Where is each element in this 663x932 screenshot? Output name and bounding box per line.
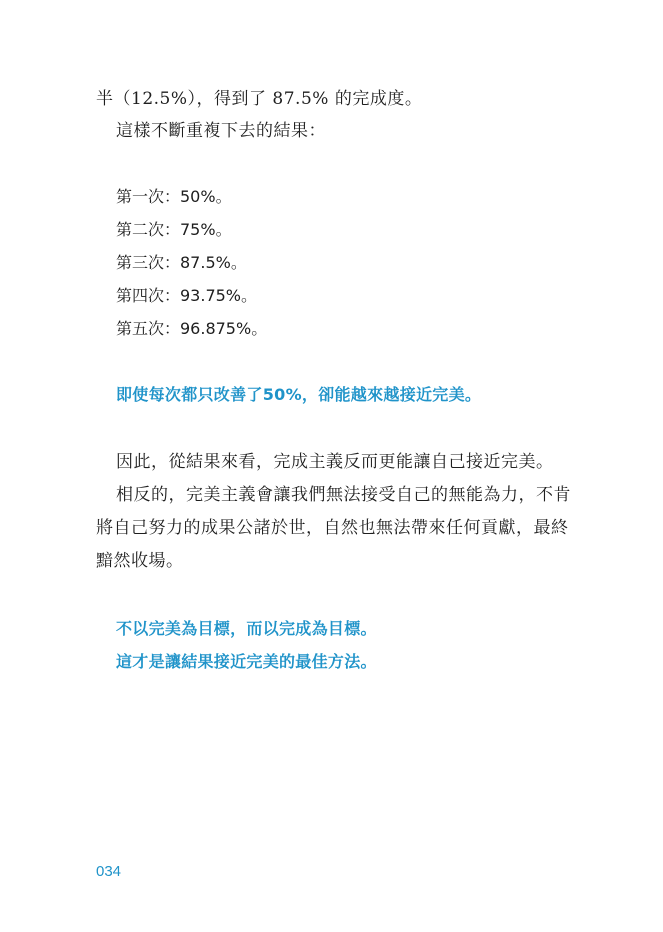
conclusion-line-1: 因此，從結果來看，完成主義反而更能讓自己接近完美。 — [116, 452, 554, 472]
iteration-item: 第五次：96.875%。 — [116, 319, 268, 338]
iteration-item: 第一次：50%。 — [116, 187, 232, 206]
iteration-item: 第四次：93.75%。 — [116, 286, 258, 305]
intro-line-2: 這樣不斷重複下去的結果： — [116, 121, 326, 141]
conclusion-line-3: 將自己努力的成果公諸於世，自然也無法帶來任何貢獻，最終 — [96, 518, 569, 538]
conclusion-line-4: 黯然收場。 — [96, 551, 184, 571]
iteration-item: 第二次：75%。 — [116, 220, 232, 239]
iteration-item: 第三次：87.5%。 — [116, 253, 247, 272]
highlight-statement-1: 即使每次都只改善了50%，卻能越來越接近完美。 — [116, 385, 482, 404]
page-number: 034 — [96, 863, 122, 880]
highlight-statement-2-line-2: 這才是讓結果接近完美的最佳方法。 — [116, 652, 377, 671]
conclusion-line-2: 相反的，完美主義會讓我們無法接受自己的無能為力，不肯 — [116, 485, 571, 505]
intro-line-1: 半（12.5%），得到了 87.5% 的完成度。 — [96, 89, 423, 109]
highlight-statement-2-line-1: 不以完美為目標，而以完成為目標。 — [116, 619, 377, 638]
